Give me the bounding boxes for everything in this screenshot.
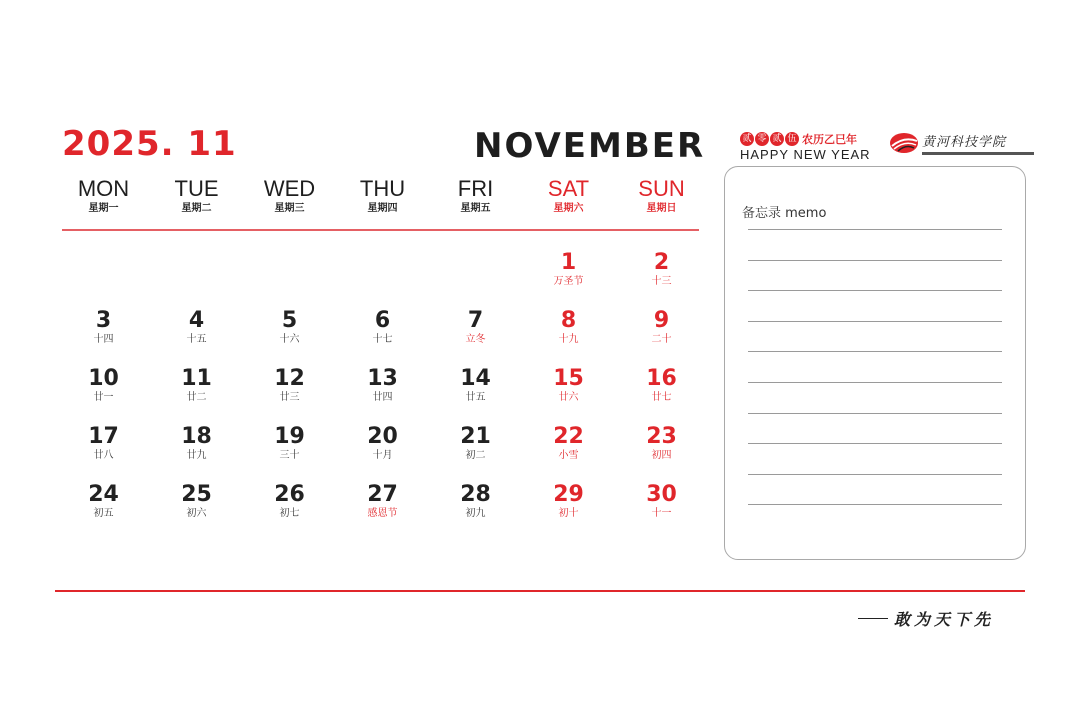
- year-badge: 贰: [770, 132, 784, 146]
- memo-line: [748, 351, 1002, 352]
- memo-line: [748, 474, 1002, 475]
- day-cell: [150, 482, 243, 540]
- day-cell: [57, 482, 150, 540]
- lunar-date: 感恩节: [367, 508, 398, 519]
- day-cell: [243, 482, 336, 540]
- lunar-date: 万圣节: [553, 276, 584, 287]
- day-number: 11: [181, 366, 212, 391]
- weekday-en-label: MON: [77, 176, 130, 201]
- memo-line: [748, 260, 1002, 261]
- lunar-date: 初五: [93, 508, 114, 519]
- lunar-date: 廿四: [372, 392, 393, 403]
- day-number: 6: [374, 308, 391, 333]
- day-cell: [429, 482, 522, 540]
- day-cell: [429, 308, 522, 366]
- lunar-date: 廿九: [186, 450, 207, 461]
- day-cell: [57, 308, 150, 366]
- year-month-title: 2025. 11: [62, 124, 237, 164]
- day-cell: [336, 482, 429, 540]
- lunar-date: 三十: [279, 450, 300, 461]
- lunar-date: 初六: [186, 508, 207, 519]
- footer-divider: [55, 590, 1025, 592]
- day-number: 29: [553, 482, 584, 507]
- lunar-date: 廿八: [93, 450, 114, 461]
- day-number: 1: [560, 250, 577, 275]
- memo-panel: [724, 166, 1026, 560]
- school-name-underline: [922, 152, 1034, 155]
- weekday-cn-label: 星期一: [88, 203, 119, 214]
- day-number: 8: [560, 308, 577, 333]
- weekday-en-label: THU: [359, 176, 406, 201]
- school-emblem-icon: [889, 128, 919, 158]
- weekday-cn-label: 星期二: [181, 203, 212, 214]
- day-cell: [336, 366, 429, 424]
- weekday-sun: [615, 176, 708, 216]
- day-cell: [522, 482, 615, 540]
- day-cell: [522, 308, 615, 366]
- lunar-year-label: 农历乙巳年: [802, 133, 857, 146]
- day-number: 19: [274, 424, 305, 449]
- weekday-cn-label: 星期日: [646, 203, 677, 214]
- lunar-date: 小雪: [558, 450, 579, 461]
- day-number: 2: [653, 250, 670, 275]
- day-cell: [243, 308, 336, 366]
- year-badge: 零: [755, 132, 769, 146]
- lunar-date: 十七: [372, 334, 393, 345]
- day-cell: [615, 482, 708, 540]
- day-cell: [429, 424, 522, 482]
- lunar-date: 初二: [465, 450, 486, 461]
- lunar-date: 十五: [186, 334, 207, 345]
- lunar-date: 廿三: [279, 392, 300, 403]
- day-cell: [150, 308, 243, 366]
- day-cell: [243, 424, 336, 482]
- weekday-en-label: SAT: [547, 176, 590, 201]
- day-number: 7: [467, 308, 484, 333]
- weekday-cn-label: 星期四: [367, 203, 398, 214]
- day-cell: [150, 424, 243, 482]
- year-badge: 贰: [740, 132, 754, 146]
- lunar-date: 廿六: [558, 392, 579, 403]
- memo-line: [748, 290, 1002, 291]
- weekday-header: [57, 176, 709, 216]
- day-number: 20: [367, 424, 398, 449]
- day-number: 10: [88, 366, 119, 391]
- weekday-cn-label: 星期五: [460, 203, 491, 214]
- day-cell: [522, 250, 615, 308]
- weekday-fri: [429, 176, 522, 216]
- day-number: 28: [460, 482, 491, 507]
- day-cell: [522, 424, 615, 482]
- memo-line: [748, 229, 1002, 230]
- day-cell: [522, 366, 615, 424]
- school-logo: [889, 128, 1034, 158]
- lunar-date: 廿五: [465, 392, 486, 403]
- motto-text: 敢为天下先: [894, 610, 995, 629]
- day-number: 5: [281, 308, 298, 333]
- memo-title: 备忘录 memo: [742, 206, 827, 221]
- lunar-date: 初十: [558, 508, 579, 519]
- day-number: 27: [367, 482, 398, 507]
- memo-line: [748, 413, 1002, 414]
- day-cell: [615, 308, 708, 366]
- new-year-banner: [740, 132, 871, 162]
- day-cell: [336, 308, 429, 366]
- lunar-date: 廿一: [93, 392, 114, 403]
- day-cell: [57, 424, 150, 482]
- lunar-date: 初七: [279, 508, 300, 519]
- day-number: 24: [88, 482, 119, 507]
- year-badge: 伍: [785, 132, 799, 146]
- lunar-date: 十三: [651, 276, 672, 287]
- weekday-en-label: SUN: [638, 176, 685, 201]
- lunar-date: 十六: [279, 334, 300, 345]
- day-cell: [150, 366, 243, 424]
- lunar-date: 立冬: [465, 334, 486, 345]
- lunar-date: 十一: [651, 508, 672, 519]
- weekday-tue: [150, 176, 243, 216]
- day-number: 17: [88, 424, 119, 449]
- day-number: 3: [95, 308, 112, 333]
- lunar-date: 十四: [93, 334, 114, 345]
- lunar-date: 廿二: [186, 392, 207, 403]
- memo-line: [748, 382, 1002, 383]
- day-cell: [429, 366, 522, 424]
- weekday-mon: [57, 176, 150, 216]
- day-number: 18: [181, 424, 212, 449]
- day-number: 25: [181, 482, 212, 507]
- day-number: 15: [553, 366, 584, 391]
- weekday-sat: [522, 176, 615, 216]
- happy-new-year-text: HAPPY NEW YEAR: [740, 147, 871, 162]
- lunar-date: 初九: [465, 508, 486, 519]
- day-number: 9: [653, 308, 670, 333]
- weekday-en-label: WED: [263, 176, 316, 201]
- day-cell: [615, 366, 708, 424]
- day-cell: [615, 424, 708, 482]
- school-name: 黄河科技学院: [922, 135, 1007, 150]
- day-number: 30: [646, 482, 677, 507]
- lunar-date: 二十: [651, 334, 672, 345]
- day-cell: [57, 366, 150, 424]
- day-number: 22: [553, 424, 584, 449]
- memo-line: [748, 504, 1002, 505]
- day-number: 12: [274, 366, 305, 391]
- day-cell: [336, 424, 429, 482]
- day-number: 4: [188, 308, 205, 333]
- weekday-thu: [336, 176, 429, 216]
- lunar-date: 十月: [372, 450, 393, 461]
- day-cell: [615, 250, 708, 308]
- month-name-title: NOVEMBER: [474, 126, 706, 166]
- day-cell: [243, 366, 336, 424]
- day-number: 13: [367, 366, 398, 391]
- weekday-wed: [243, 176, 336, 216]
- weekday-en-label: FRI: [457, 176, 494, 201]
- day-number: 23: [646, 424, 677, 449]
- day-number: 21: [460, 424, 491, 449]
- day-number: 26: [274, 482, 305, 507]
- memo-line: [748, 443, 1002, 444]
- lunar-date: 初四: [651, 450, 672, 461]
- weekday-en-label: TUE: [174, 176, 219, 201]
- header-divider: [62, 229, 699, 231]
- memo-line: [748, 321, 1002, 322]
- motto-dash: [858, 618, 888, 619]
- weekday-cn-label: 星期六: [553, 203, 584, 214]
- lunar-date: 十九: [558, 334, 579, 345]
- weekday-cn-label: 星期三: [274, 203, 305, 214]
- motto: [858, 607, 994, 630]
- year-badges: [740, 132, 871, 146]
- day-number: 16: [646, 366, 677, 391]
- day-number: 14: [460, 366, 491, 391]
- lunar-date: 廿七: [651, 392, 672, 403]
- calendar-grid: [57, 250, 709, 540]
